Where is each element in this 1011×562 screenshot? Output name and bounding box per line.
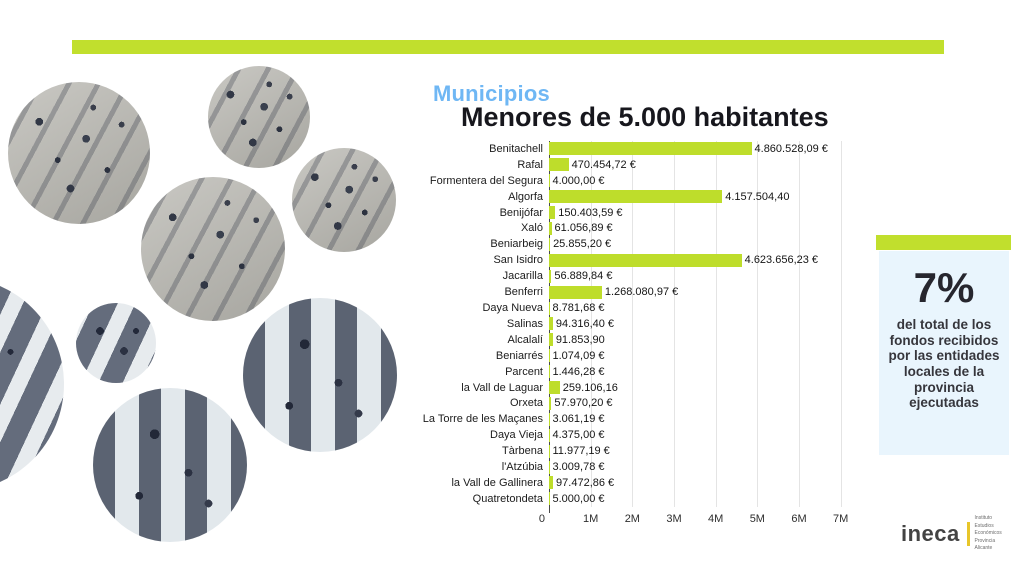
category-label: Xaló <box>520 222 543 235</box>
category-label: Quatretondeta <box>472 492 543 505</box>
crowd-photo-circle-8 <box>93 388 247 542</box>
bar-row <box>374 284 864 300</box>
value-label: 4.157.504,40 <box>725 190 790 203</box>
bar <box>549 349 550 362</box>
category-label: Rafal <box>517 158 543 171</box>
bar-cell <box>549 221 859 237</box>
value-label: 11.977,19 € <box>552 445 610 458</box>
bar <box>549 492 550 505</box>
bar-rows <box>374 141 864 507</box>
bar <box>549 317 553 330</box>
x-tick-label: 6M <box>791 513 807 525</box>
crowd-photo-circle-2 <box>208 66 310 168</box>
bar <box>549 461 550 474</box>
x-tick-label: 5M <box>749 513 765 525</box>
page-title: Menores de 5.000 habitantes <box>461 102 829 132</box>
bar-row <box>374 475 864 491</box>
category-label: la Vall de Laguar <box>461 381 543 394</box>
bar-row <box>374 491 864 507</box>
bar-row <box>374 427 864 443</box>
bar-row <box>374 268 864 284</box>
bar-cell <box>549 364 859 380</box>
category-label: Daya Nueva <box>482 302 543 315</box>
category-label: Tàrbena <box>502 445 543 458</box>
x-tick-label: 7M <box>833 513 849 525</box>
bar <box>549 238 550 251</box>
bar <box>549 445 550 458</box>
category-label: Parcent <box>505 365 543 378</box>
crowd-photo-circle-5 <box>0 277 64 491</box>
bar <box>549 174 550 187</box>
bar-row <box>374 173 864 189</box>
value-label: 470.454,72 € <box>571 158 636 171</box>
bar <box>549 429 550 442</box>
bar-cell <box>549 284 859 300</box>
category-label: Jacarilla <box>502 270 543 283</box>
value-label: 1.074,09 € <box>552 349 605 362</box>
category-label: Alcalalí <box>507 333 543 346</box>
bar-cell <box>549 316 859 332</box>
value-label: 8.781,68 € <box>552 302 605 315</box>
bar-row <box>374 205 864 221</box>
bar <box>549 206 555 219</box>
bar-row <box>374 221 864 237</box>
value-label: 1.446,28 € <box>552 365 605 378</box>
bar-row <box>374 364 864 380</box>
bar-row <box>374 380 864 396</box>
category-label: Benferri <box>504 286 543 299</box>
crowd-photo-circle-1 <box>8 82 150 224</box>
category-label: Algorfa <box>508 190 543 203</box>
bar-cell <box>549 189 859 205</box>
category-label: Formentera del Segura <box>429 174 543 187</box>
logo-separator <box>967 522 970 546</box>
bar-cell <box>549 157 859 173</box>
bar-cell <box>549 300 859 316</box>
bar-cell <box>549 268 859 284</box>
category-label: La Torre de les Maçanes <box>422 413 543 426</box>
bar-row <box>374 300 864 316</box>
bar <box>549 413 550 426</box>
logo-subtext-line: Provincia Alicante <box>974 537 996 551</box>
bar-cell <box>549 348 859 364</box>
value-label: 4.860.528,09 € <box>754 142 828 155</box>
bar-cell <box>549 252 859 268</box>
category-label: Beniarbeig <box>490 238 543 251</box>
bar-row <box>374 348 864 364</box>
value-label: 61.056,89 € <box>554 222 613 235</box>
bar <box>549 381 560 394</box>
bar-cell <box>549 236 859 252</box>
bar-row <box>374 459 864 475</box>
bar <box>549 222 552 235</box>
bar-cell <box>549 411 859 427</box>
category-label: Salinas <box>506 317 543 330</box>
x-tick-label: 0 <box>538 513 545 525</box>
category-label: San Isidro <box>493 254 543 267</box>
bar <box>549 158 569 171</box>
category-label: Benijófar <box>499 206 543 219</box>
x-tick-label: 2M <box>624 513 640 525</box>
bar <box>549 270 551 283</box>
value-label: 56.889,84 € <box>554 270 613 283</box>
bar-row <box>374 189 864 205</box>
bar <box>549 190 722 203</box>
crowd-photo-circle-4 <box>141 177 285 321</box>
value-label: 57.970,20 € <box>554 397 613 410</box>
top-accent-band <box>72 40 944 54</box>
value-label: 4.000,00 € <box>552 174 605 187</box>
category-label: l'Atzúbia <box>501 461 543 474</box>
bar-row <box>374 332 864 348</box>
bar-row <box>374 411 864 427</box>
bar-cell <box>549 380 859 396</box>
value-label: 97.472,86 € <box>556 476 615 489</box>
value-label: 3.009,78 € <box>552 461 605 474</box>
value-label: 4.623.656,23 € <box>744 254 819 267</box>
value-label: 91.853,90 <box>555 333 605 346</box>
value-label: 150.403,59 € <box>558 206 623 219</box>
value-label: 1.268.080,97 € <box>604 286 679 299</box>
bar-row <box>374 141 864 157</box>
bar-cell <box>549 173 859 189</box>
category-label: Benitachell <box>489 142 543 155</box>
bar-cell <box>549 475 859 491</box>
value-label: 3.061,19 € <box>552 413 605 426</box>
ineca-logo <box>901 515 1011 553</box>
category-label: Beniarrés <box>495 349 543 362</box>
logo-subtext-line: Instituto Estudios <box>974 515 994 529</box>
value-label: 25.855,20 € <box>553 238 612 251</box>
bar-row <box>374 157 864 173</box>
x-tick-label: 4M <box>708 513 724 525</box>
bar-cell <box>549 443 859 459</box>
bar <box>549 365 550 378</box>
bar <box>549 142 752 155</box>
bar <box>549 286 602 299</box>
logo-subtext-line: Económicos <box>974 530 1002 536</box>
bar-row <box>374 443 864 459</box>
bar-row <box>374 396 864 412</box>
bar-cell <box>549 205 859 221</box>
category-label: la Vall de Gallinera <box>451 476 543 489</box>
bar <box>549 476 553 489</box>
bar-chart <box>374 141 864 525</box>
bar-row <box>374 236 864 252</box>
callout-accent-band <box>876 235 1011 250</box>
bar-cell <box>549 459 859 475</box>
value-label: 94.316,40 € <box>555 317 615 330</box>
bar-cell <box>549 332 859 348</box>
x-axis-ticks <box>538 513 859 527</box>
bar <box>549 397 551 410</box>
category-label: Daya Vieja <box>490 429 543 442</box>
bar-cell <box>549 491 859 507</box>
value-label: 259.106,16 <box>562 381 618 394</box>
bar-cell <box>549 427 859 443</box>
bar-row <box>374 252 864 268</box>
category-label: Orxeta <box>509 397 543 410</box>
value-label: 4.375,00 € <box>552 429 605 442</box>
callout-box <box>879 251 1009 455</box>
crowd-photo-circle-6 <box>76 303 156 383</box>
bar <box>549 254 742 267</box>
x-tick-label: 1M <box>583 513 599 525</box>
x-tick-label: 3M <box>666 513 682 525</box>
slide-kicker: Municipios <box>433 81 550 106</box>
bar-cell <box>549 396 859 412</box>
bar <box>549 333 553 346</box>
ineca-logo-wordmark: ineca <box>901 520 960 546</box>
bar-cell <box>549 141 859 157</box>
logo-subtext <box>975 515 1011 553</box>
callout-stat: 7% <box>913 264 975 311</box>
bar-row <box>374 316 864 332</box>
value-label: 5.000,00 € <box>552 492 605 505</box>
callout-text: del total de los fondos recibidos por las entidades locales de la provincia ejecutadas <box>888 317 1000 411</box>
bar <box>549 302 550 315</box>
